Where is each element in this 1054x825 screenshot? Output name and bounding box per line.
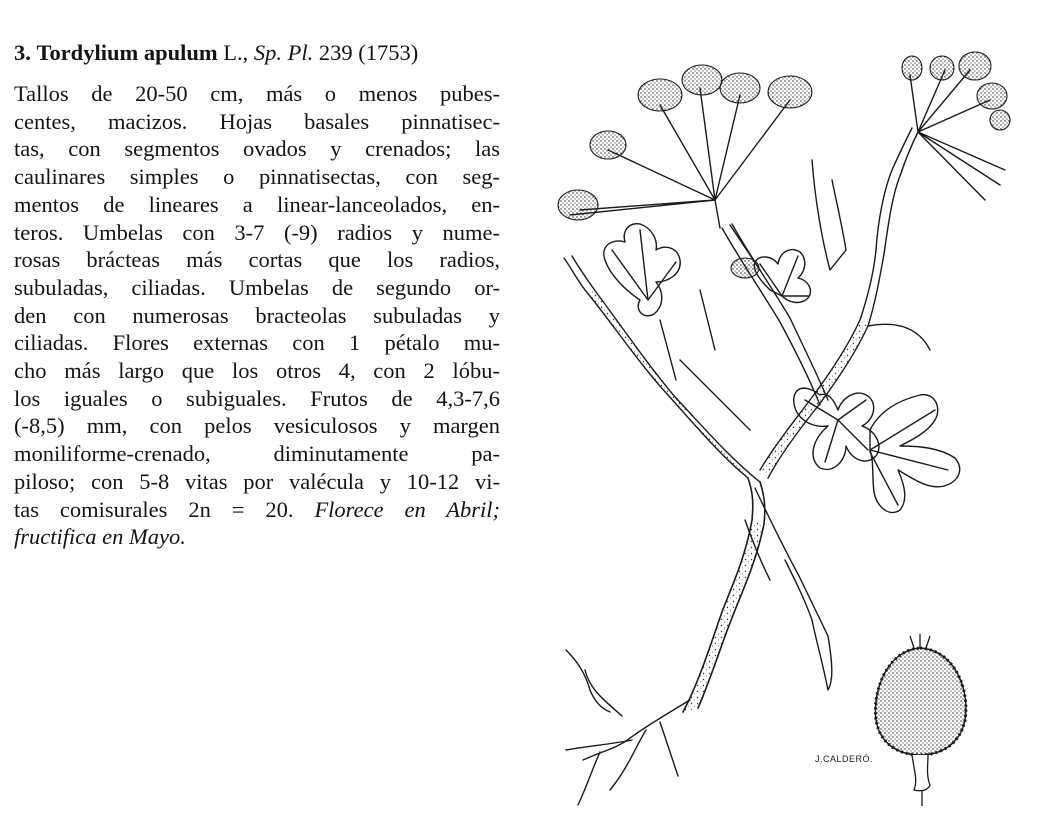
description-line: piloso; con 5-8 vitas por valécula y 10-12 vi-: [14, 468, 500, 494]
description-line: teros. Umbelas con 3-7 (-9) radios y nume-: [14, 219, 500, 245]
description-line: tas comisurales 2n = 20.: [14, 496, 294, 522]
flowering-time: Florece en Abril;: [314, 496, 501, 522]
description-line: rosas brácteas más cortas que los radios,: [14, 247, 500, 273]
description-line: ciliadas. Flores externas con 1 pétalo mu-: [14, 330, 500, 356]
entry-number: 3.: [14, 40, 31, 65]
species-name: Tordylium apulum: [36, 40, 218, 65]
leaf-lower-right: [870, 395, 960, 513]
fruiting-time: fructifica en Mayo.: [14, 524, 186, 550]
description-line: moniliforme-crenado, diminutamente pa-: [14, 441, 500, 467]
description-line: tas, con segmentos ovados y crenados; las: [14, 136, 500, 162]
description-line: mentos de lineares a linear-lanceolados, en-: [14, 191, 500, 217]
stem: [564, 128, 930, 712]
description-line: (-8,5) mm, con pelos vesiculosos y margen: [14, 413, 500, 439]
description-line: centes, macizos. Hojas basales pinnatisec-: [14, 108, 500, 134]
leaf-lower-middle: [794, 388, 879, 469]
umbel-upper-left: [570, 88, 790, 270]
flower-clusters: [558, 52, 1010, 278]
species-description: [14, 80, 500, 551]
description-line: los iguales o subiguales. Frutos de 4,3-7,6: [14, 385, 500, 411]
description-line: cho más largo que los otros 4, con 2 lóbu-: [14, 358, 500, 384]
description-line: Tallos de 20-50 cm, más o menos pubes-: [14, 81, 500, 106]
species-entry: [14, 40, 500, 551]
description-line: subuladas, ciliadas. Umbelas de segundo or-: [14, 274, 500, 300]
description-line-with-phenology: [14, 496, 500, 524]
roots: [566, 650, 690, 805]
description-line: caulinares simples o pinnatisectas, con seg-: [14, 164, 500, 190]
description-line: den con numerosas bracteolas subuladas y: [14, 302, 500, 328]
author-abbreviation: L.,: [223, 40, 249, 65]
illustrator-signature: J.CALDERÓ.: [815, 754, 874, 764]
species-heading: [14, 40, 500, 66]
publication-title: Sp. Pl.: [253, 40, 314, 65]
publication-citation: 239 (1753): [318, 40, 419, 65]
fruit-detail: [875, 634, 966, 806]
botanical-illustration: [540, 30, 1040, 820]
